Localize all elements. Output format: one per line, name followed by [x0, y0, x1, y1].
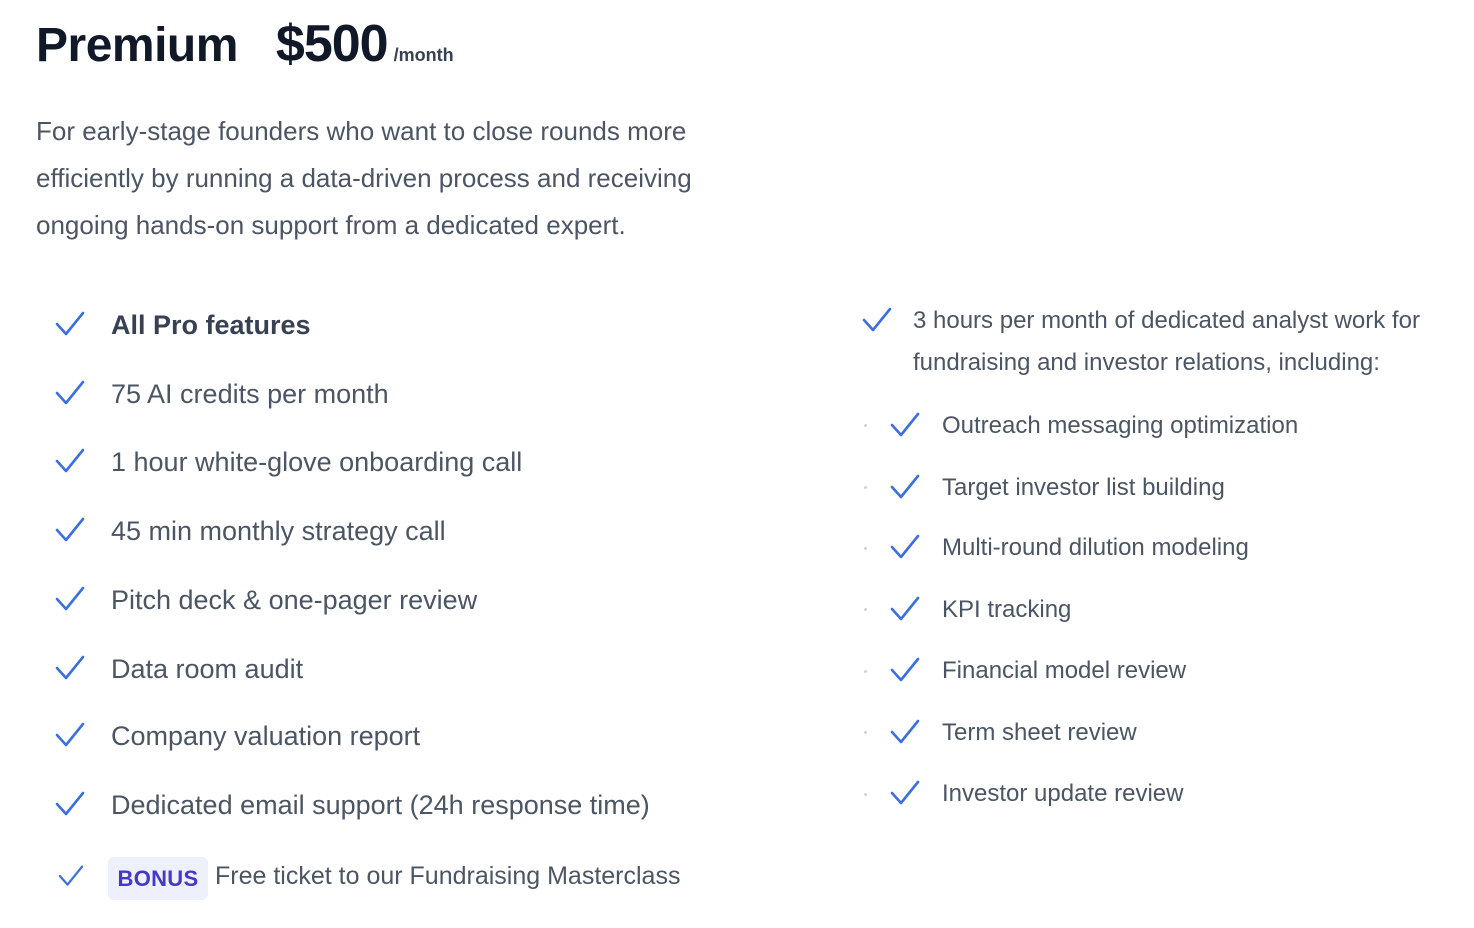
sub-feature-label: Investor update review: [942, 780, 1184, 807]
sub-feature-label: Financial model review: [942, 657, 1187, 684]
bullet-dot: [864, 670, 867, 673]
check-icon: [55, 585, 85, 613]
plan-name: Premium: [36, 19, 238, 72]
sub-feature-label: Target investor list building: [942, 474, 1225, 501]
check-icon: [58, 864, 84, 888]
feature-label: Company valuation report: [111, 721, 421, 751]
analyst-work-feature: 3 hours per month of dedicated analyst work for fundraising and investor relations, including:: [913, 307, 1420, 376]
feature-label: Pitch deck & one-pager review: [111, 585, 478, 615]
bullet-dot: [864, 424, 867, 427]
sub-feature-label: Term sheet review: [942, 719, 1137, 746]
plan-description: For early-stage founders who want to close rounds more efficiently by running a data-driven process and receiving ongoing hands-on support from a dedicated expert.: [36, 116, 692, 240]
bullet-dot: [864, 731, 867, 734]
feature-label: 75 AI credits per month: [111, 379, 389, 409]
feature-label: 45 min monthly strategy call: [111, 516, 446, 546]
check-icon: [55, 516, 85, 544]
check-icon: [890, 779, 920, 807]
feature-label: Data room audit: [111, 654, 304, 684]
check-icon: [890, 411, 920, 439]
bullet-dot: [864, 608, 867, 611]
bullet-dot: [864, 547, 867, 550]
feature-label: Dedicated email support (24h response time): [111, 790, 650, 820]
check-icon: [55, 790, 85, 818]
check-icon: [55, 721, 85, 749]
check-icon: [55, 654, 85, 682]
check-icon: [862, 306, 892, 334]
bullet-dot: [864, 486, 867, 489]
feature-label: 1 hour white-glove onboarding call: [111, 447, 523, 477]
bonus-badge: BONUS: [108, 857, 208, 900]
bullet-dot: [864, 793, 867, 796]
feature-label: All Pro features: [111, 310, 311, 340]
check-icon: [890, 533, 920, 561]
plan-price: $500: [275, 15, 388, 73]
check-icon: [890, 656, 920, 684]
sub-feature-label: KPI tracking: [942, 596, 1072, 623]
sub-feature-label: Outreach messaging optimization: [942, 412, 1299, 439]
check-icon: [890, 473, 920, 501]
check-icon: [55, 447, 85, 475]
bonus-text: Free ticket to our Fundraising Masterclass: [215, 862, 681, 890]
sub-feature-label: Multi-round dilution modeling: [942, 534, 1249, 561]
check-icon: [890, 595, 920, 623]
check-icon: [55, 310, 85, 338]
plan-period: /month: [393, 45, 454, 65]
check-icon: [55, 379, 85, 407]
check-icon: [890, 718, 920, 746]
plan-header: [36, 14, 454, 74]
